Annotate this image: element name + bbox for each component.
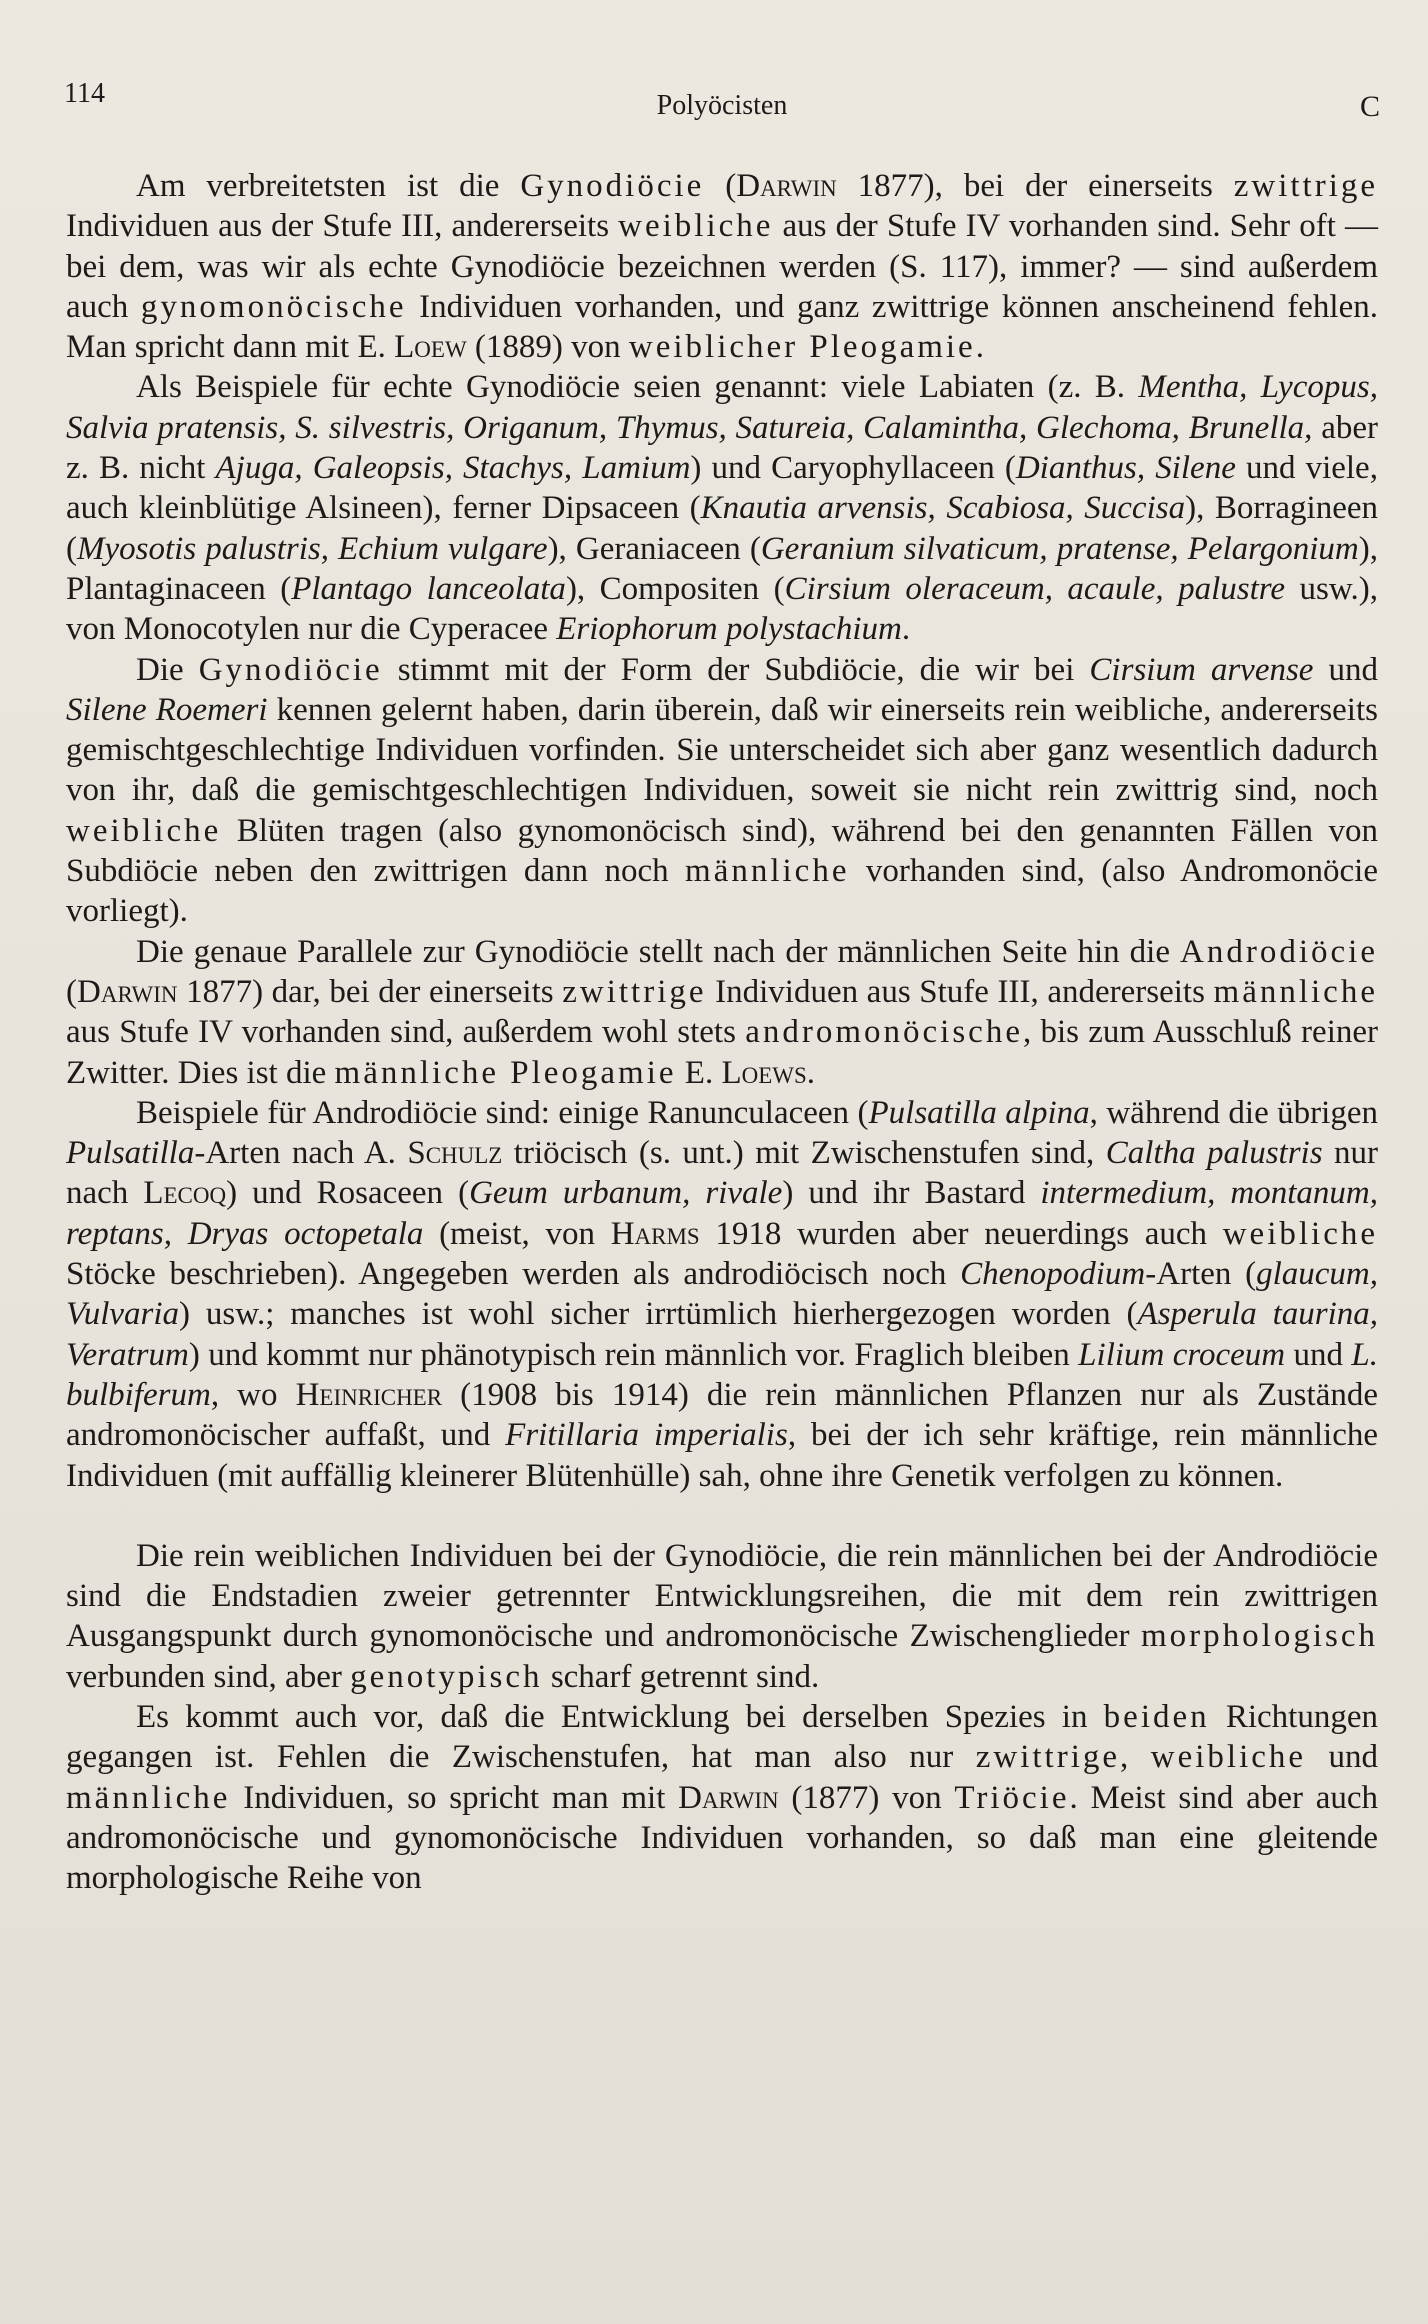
text-run: triöcisch (s. unt.) mit Zwischenstufen sind, [502,1135,1106,1172]
text-run: Individuen aus der Stufe III, andererseits [66,208,619,245]
taxon-name: Knautia arvensis, Scabiosa, Succisa [700,490,1186,527]
author-name: Loews [721,1054,807,1091]
text-run: stimmt mit der Form der Subdiöcie, die wir bei [382,651,1090,688]
text-run: vorhanden sind, (also Andromonöcie vorliegt). [66,853,1378,930]
author-name: Harms [610,1215,700,1252]
spaced-emphasis: zwittrige [975,1739,1121,1776]
text-run: 1918 wurden aber neuerdings auch [699,1215,1223,1252]
text-run: -Arten nach A. [194,1135,408,1172]
page-header [64,78,1380,123]
text-run: (meist, von [423,1215,611,1252]
spaced-emphasis: weibliche [1150,1739,1307,1776]
spaced-emphasis: männliche [685,853,850,890]
text-run: usw.), von Monocotylen nur die Cyperacee [66,570,1378,648]
taxon-name: Lilium croceum [1078,1336,1286,1373]
spaced-emphasis: weibliche [1222,1215,1378,1252]
text-run: , wo [210,1376,296,1413]
text-run: Die [136,651,199,688]
text-run: nur nach [66,1135,1379,1212]
spaced-emphasis: weibliche [618,208,774,245]
taxon-name: Eriophorum polystachium [556,611,902,648]
spaced-emphasis: gynomonöcische [140,288,407,325]
spaced-emphasis: Gynodiöcie [198,651,383,688]
spaced-emphasis: zwittrige [1233,168,1379,204]
text-run: ), Compositen ( [565,570,785,607]
spaced-emphasis: genotypisch [350,1658,543,1695]
text-run: scharf getrennt sind. [542,1658,820,1695]
text-run: aus der Stufe IV vorhanden sind. Sehr oft — bei dem, was wir als echte Gynodiöcie bezeichnen werden (S. 117), immer? — sind außerdem auch [66,208,1379,325]
taxon-name: Dianthus, Silene [1015,450,1236,487]
author-name: Loew [394,329,467,366]
paragraph-gynodioecie-subdioecie [66,650,1378,932]
text-run: . [806,1054,816,1091]
text-run: (1877) von [778,1779,955,1816]
text-run: verbunden sind, aber [66,1658,351,1695]
text-run: aus Stufe IV vorhanden sind, außerdem wohl stets [66,1014,746,1051]
author-name: Schulz [407,1135,503,1172]
taxon-name: Ajuga, Galeopsis, Stachys, Lamium [215,450,691,487]
text-run: . Meist sind aber auch andromonöcische und gynomonöcische Individuen vorhanden, so daß man eine gleitende morphologische Reihe von [66,1779,1378,1897]
text-run: ) und kommt nur phänotypisch rein männlich vor. Fraglich bleiben [188,1336,1079,1373]
author-name: Darwin [736,168,837,204]
text-run: und [1306,1739,1379,1776]
text-run: ), Geraniaceen ( [547,530,761,567]
taxon-name: Geranium silvaticum, pratense, Pelargonium [760,530,1359,567]
text-run: , bei der ich sehr kräftige, rein männliche Individuen (mit auffällig kleinerer Blütenhülle) sah, ohne ihre Genetik verfolgen zu können. [66,1417,1379,1494]
page-number: 114 [64,78,105,109]
taxon-name: Silene Roemeri [66,691,268,728]
text-run: E. [676,1054,722,1091]
paragraph-gynodioecie-beispiele [66,367,1378,649]
text-run: aber z. B. nicht [66,409,1378,487]
text-run: und [1285,1336,1352,1373]
text-run: ( [704,168,737,204]
taxon-name: Cirsium oleraceum, acaule, palustre [784,570,1286,607]
text-run: und viele, auch kleinblütige Alsineen), ferner Dipsaceen ( [66,450,1378,527]
text-run: Richtungen gegangen ist. Fehlen die Zwischenstufen, hat man also nur [66,1698,1378,1776]
author-name: Heinricher [295,1376,443,1413]
text-run: ) und ihr Bastard [782,1175,1041,1212]
text-run: . [975,329,984,366]
spaced-emphasis: männliche [66,1779,231,1816]
spaced-emphasis: männliche [1213,973,1378,1010]
text-run: ), Borragineen ( [66,490,1378,567]
text-run: -Arten ( [1145,1256,1257,1293]
text-run: Individuen vorhanden, und ganz zwittrige können anscheinend fehlen. Man spricht dann mit E. [66,288,1378,366]
body-text [66,166,1378,1898]
paragraph-endstadien [66,1536,1378,1697]
text-run: ) usw.; manches ist wohl sicher irrtümlich hierhergezogen worden ( [179,1296,1138,1333]
text-run: 1877), bei der einerseits [836,168,1234,204]
text-run: . [901,611,911,648]
text-run: , während die übrigen [1089,1094,1378,1131]
taxon-name: Pulsatilla alpina [868,1094,1090,1131]
taxon-name: Geum urbanum, rivale [469,1175,783,1212]
taxon-name: Mentha, Lycopus, Salvia pratensis, S. silvestris, Origanum, Thymus, Satureia, Calamintha, Glechoma, Brunella, [66,369,1379,446]
taxon-name: Myosotis palustris, Echium vulgare [77,530,548,567]
taxon-name: Plantago lanceolata [291,570,566,607]
author-name: Lecoq [143,1175,227,1212]
spaced-emphasis: Triöcie [954,1779,1070,1816]
spaced-emphasis: zwittrige [562,973,707,1010]
taxon-name: Asperula taurina, Veratrum [66,1296,1378,1373]
paragraph-androdioecie-intro [66,932,1378,1093]
spaced-emphasis: männliche Pleogamie [334,1054,677,1091]
text-run: (1889) von [466,329,629,366]
paragraph-trioecie [66,1697,1378,1898]
text-run: Individuen aus Stufe III, andererseits [706,973,1214,1010]
text-run: 1877) dar, bei der einerseits [177,973,563,1010]
taxon-name: L. bulbiferum [66,1336,1378,1413]
paragraph-androdioecie-beispiele [66,1093,1378,1496]
text-run: ), Plantaginaceen ( [66,530,1379,607]
text-run: (1908 bis 1914) die rein männlichen Pflanzen nur als Zustände andromonöcischer auffaßt, und [66,1376,1378,1454]
spaced-emphasis: weibliche [66,812,222,849]
text-run: Am verbreitetsten ist die [136,168,521,204]
spaced-emphasis: Androdiöcie [1180,933,1378,970]
text-run: kennen gelernt haben, darin überein, daß wir einerseits rein weibliche, andererseits gemischtgeschlechtige Individuen vorfinden. Sie unterscheidet sich aber ganz wesentlich dadurch von ihr, daß die gemischtgeschlechtigen Individuen, soweit sie nicht rein zwittrig sind, noch [66,691,1378,809]
taxon-name: Caltha palustris [1105,1135,1323,1172]
text-run: Es kommt auch vor, daß die Entwicklung bei derselben Spezies in [136,1698,1104,1735]
text-run: Beispiele für Androdiöcie sind: einige Ranunculaceen ( [136,1094,869,1131]
taxon-name: Fritillaria imperialis [505,1417,788,1454]
spaced-emphasis: morphologisch [1141,1618,1378,1655]
text-run: Blüten tragen (also gynomonöcisch sind), während bei den genannten Fällen von Subdiöcie neben den zwittrigen dann noch [66,812,1378,890]
text-run: ) und Caryophyllaceen ( [690,450,1016,487]
text-run: , [1120,1739,1151,1776]
paragraph-gynodioecie-intro [66,166,1378,367]
author-name: Darwin [678,1779,779,1816]
author-name: Darwin [77,973,178,1010]
text-run: ( [66,973,77,1010]
taxon-name: Chenopodium [960,1256,1146,1293]
spaced-emphasis: Gynodiöcie [520,168,705,204]
text-run: Die genaue Parallele zur Gynodiöcie stellt nach der männlichen Seite hin die [136,933,1181,970]
taxon-name: intermedium, montanum, reptans, Dryas octopetala [66,1175,1379,1252]
taxon-name: Cirsium arvense [1089,651,1314,688]
running-head: Polyöcisten [656,90,788,121]
taxon-name: Pulsatilla [66,1135,195,1172]
section-letter: C [1359,90,1380,123]
spaced-emphasis: weiblicher Pleogamie [628,329,976,366]
taxon-name: glaucum, Vulvaria [66,1256,1378,1333]
text-run: Die rein weiblichen Individuen bei der Gynodiöcie, die rein männlichen bei der Androdiöcie sind die Endstadien zweier getrennter Entwicklungsreihen, die mit dem rein zwittrigen Ausgangspunkt durch gynomonöcische und andromonöcische Zwischenglieder [66,1537,1378,1655]
text-run: ) und Rosaceen ( [226,1175,470,1212]
spaced-emphasis: beiden [1103,1698,1210,1735]
text-run: , bis zum Ausschluß reiner Zwitter. Dies ist die [66,1014,1379,1091]
text-run: und [1313,651,1379,688]
text-run: Individuen, so spricht man mit [230,1779,679,1816]
text-run: Als Beispiele für echte Gynodiöcie seien genannt: viele Labiaten (z. B. [136,369,1139,406]
spaced-emphasis: andromonöcische [745,1014,1023,1051]
text-run: Stöcke beschrieben). Angegeben werden als androdiöcisch noch [66,1256,961,1293]
